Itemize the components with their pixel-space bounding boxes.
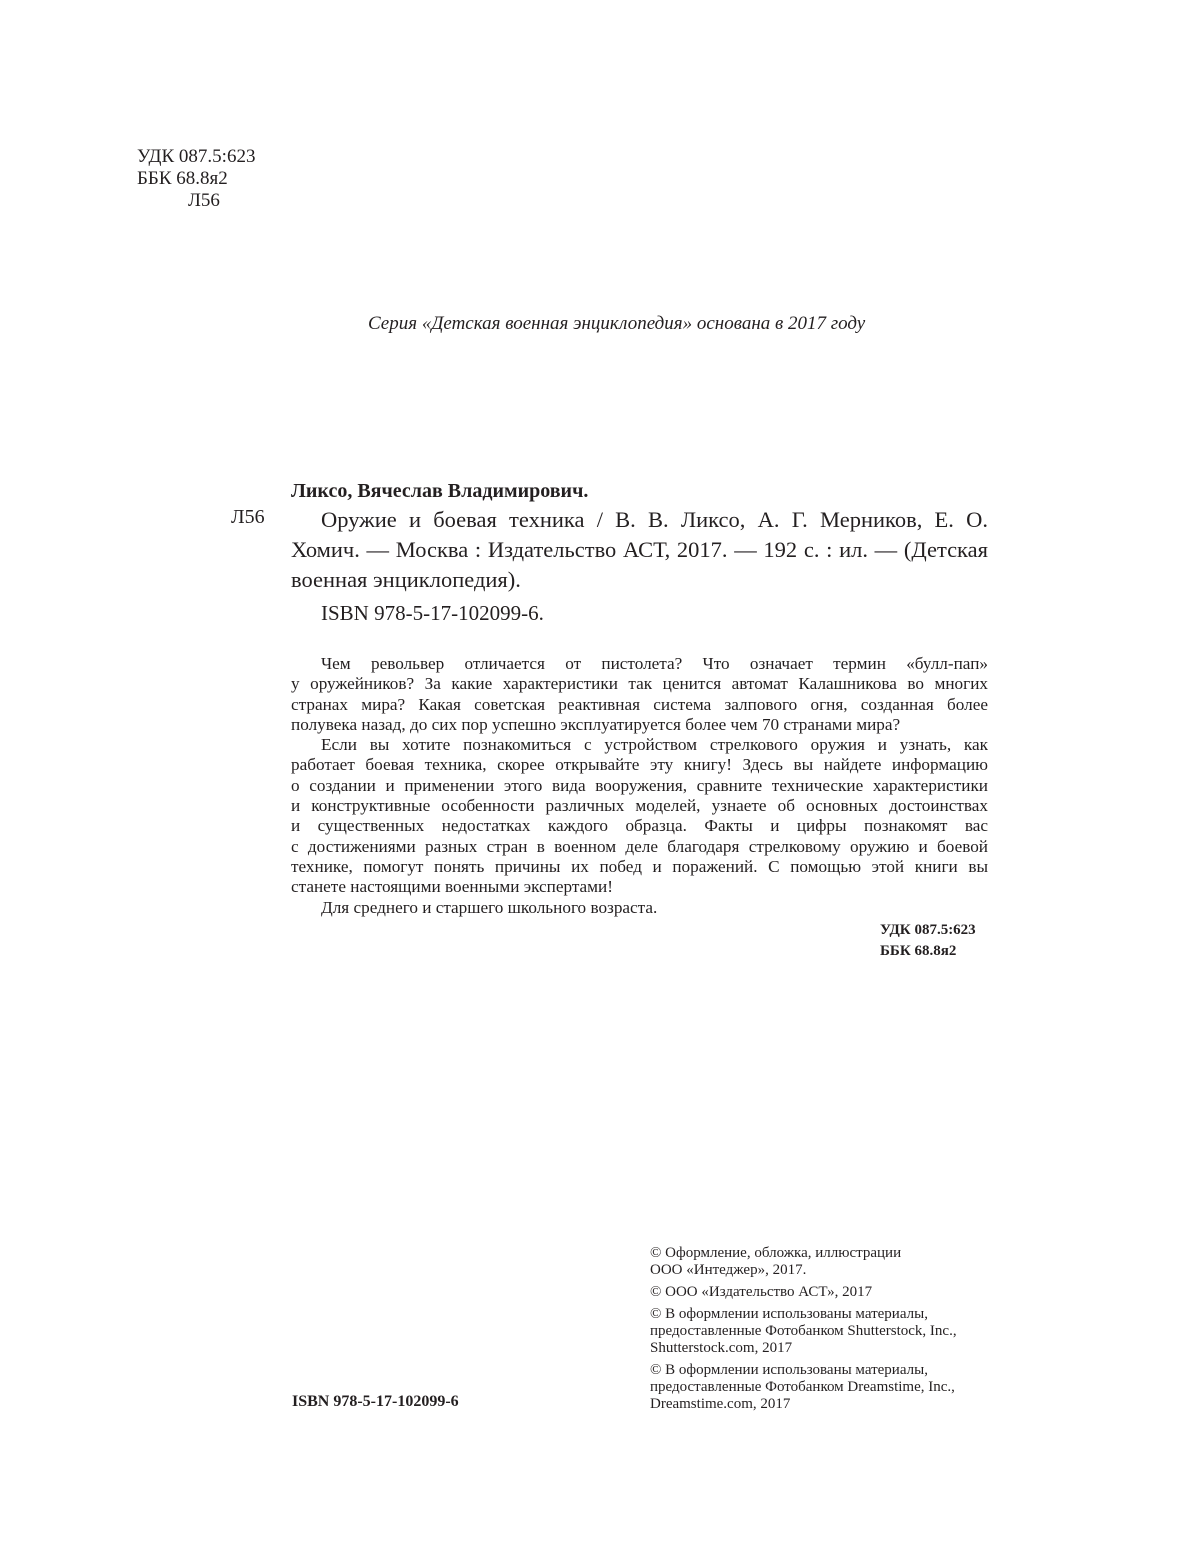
copyright-line: © В оформлении использованы материалы, <box>650 1362 928 1378</box>
bibliographic-description <box>291 505 988 595</box>
copyright-line: предоставленные Фотобанком Dreamstime, Inc., <box>650 1379 955 1395</box>
annotation-line: и существенных недостатках каждого образца. Факты и цифры познакомят вас <box>291 816 988 836</box>
author-heading: Ликсо, Вячеслав Владимирович. <box>291 480 589 502</box>
udk-code: УДК 087.5:623 <box>880 922 976 938</box>
annotation-line: полувека назад, до сих пор успешно эксплуатируется более чем 70 странами мира? <box>291 714 901 734</box>
annotation-line: Чем револьвер отличается от пистолета? Что означает термин «булл-пап» <box>321 654 988 673</box>
copyright-line: предоставленные Фотобанком Shutterstock, Inc., <box>650 1323 957 1339</box>
call-mark: Л56 <box>231 506 265 528</box>
copyright-block <box>650 1284 957 1301</box>
annotation-line: о создании и применении этого вида вооружения, сравните технические характеристики <box>291 775 988 795</box>
classification-codes-top <box>137 146 255 212</box>
copyright-block <box>650 1245 957 1279</box>
annotation-line: работает боевая техника, скорее открывайте эту книгу! Здесь вы найдете информацию <box>291 755 988 775</box>
classification-codes-bottom <box>880 920 976 962</box>
copyright-notices <box>650 1245 957 1418</box>
annotation-line: Для среднего и старшего школьного возраста. <box>321 897 658 917</box>
annotation-line: странах мира? Какая советская реактивная система залпового огня, созданная более <box>291 694 988 714</box>
annotation-line: у оружейников? За какие характеристики так ценится автомат Калашникова во многих <box>291 674 988 694</box>
isbn-footer: ISBN 978-5-17-102099-6 <box>292 1393 459 1410</box>
copyright-line: ООО «Интеджер», 2017. <box>650 1262 807 1278</box>
copyright-line: © В оформлении использованы материалы, <box>650 1306 928 1322</box>
copyright-block <box>650 1306 957 1357</box>
annotation-line: станете настоящими военными экспертами! <box>291 877 613 897</box>
biblio-line: Хомич. — Москва : Издательство АСТ, 2017. — 192 с. : ил. — (Детская <box>291 537 988 562</box>
annotation-line: технике, помогут понять причины их побед и поражений. С помощью этой книги вы <box>291 856 988 876</box>
author-mark: Л56 <box>188 190 220 211</box>
copyright-line: © Оформление, обложка, иллюстрации <box>650 1245 902 1261</box>
series-note: Серия «Детская военная энциклопедия» основана в 2017 году <box>368 313 866 334</box>
annotation-line: и конструктивные особенности различных моделей, узнаете об основных достоинствах <box>291 796 988 816</box>
copyright-line: © ООО «Издательство АСТ», 2017 <box>650 1284 873 1300</box>
isbn-line: ISBN 978-5-17-102099-6. <box>321 601 544 625</box>
annotation-line: Если вы хотите познакомиться с устройством стрелкового оружия и узнать, как <box>321 735 988 755</box>
biblio-line: Оружие и боевая техника / В. В. Ликсо, А. Г. Мерников, Е. О. <box>321 507 988 532</box>
annotation <box>291 654 988 918</box>
biblio-line: военная энциклопедия). <box>291 567 521 592</box>
bbk-code: ББК 68.8я2 <box>880 943 957 959</box>
copyright-line: Shutterstock.com, 2017 <box>650 1340 793 1356</box>
bbk-code: ББК 68.8я2 <box>137 168 228 189</box>
copyright-block <box>650 1362 957 1413</box>
copyright-line: Dreamstime.com, 2017 <box>650 1396 791 1412</box>
udk-code: УДК 087.5:623 <box>137 146 256 167</box>
annotation-line: с достижениями разных стран в военном деле благодаря стрелковому оружию и боевой <box>291 836 988 856</box>
